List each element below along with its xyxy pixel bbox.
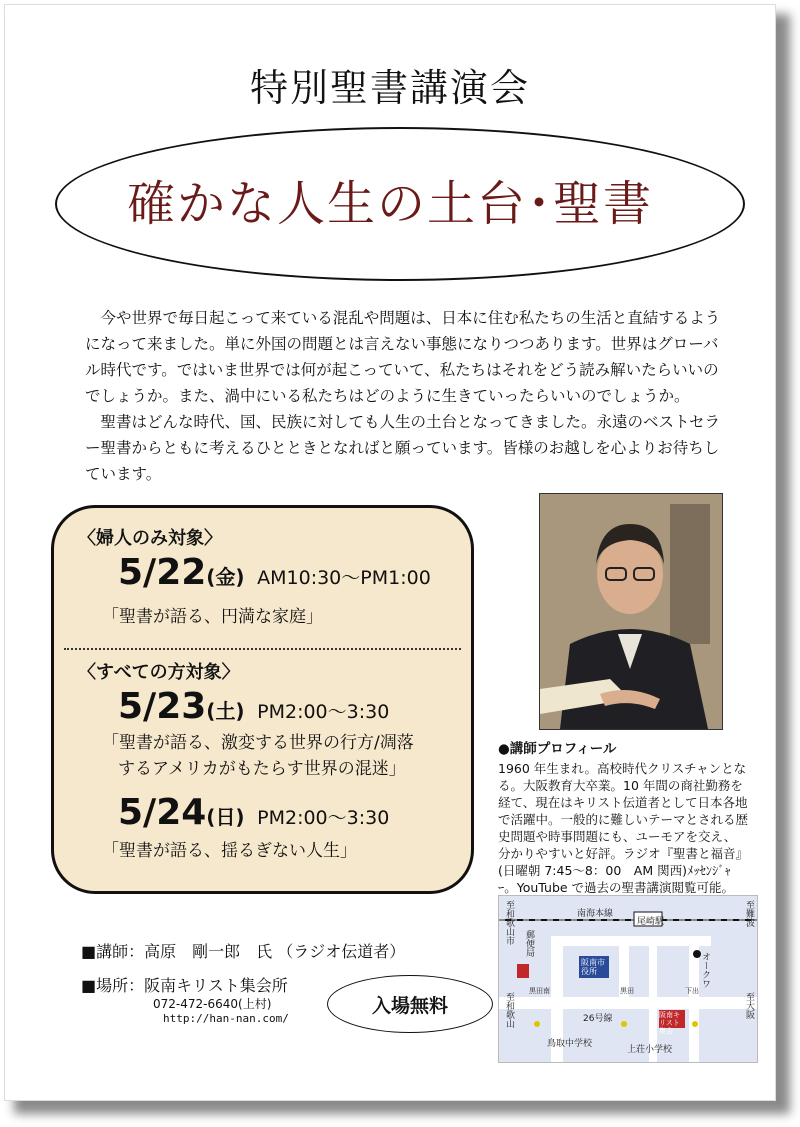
talk-title: 「聖書が語る、揺るぎない人生」 bbox=[102, 841, 357, 861]
venue-url[interactable]: http://han-nan.com/ bbox=[163, 1012, 289, 1025]
profile-heading: ●講師プロフィール bbox=[498, 741, 617, 757]
to-wakayama-city-label: 至和歌山市 bbox=[504, 900, 514, 945]
day-of-week: (金) bbox=[206, 565, 245, 589]
women-only-heading: 〈婦人のみ対象〉 bbox=[78, 528, 222, 549]
post-office-label: 郵便局 bbox=[524, 930, 534, 957]
signal-shimode: 下出 bbox=[685, 987, 699, 995]
divider bbox=[64, 648, 461, 650]
event-date-0523 bbox=[118, 686, 389, 727]
to-namba-label: 至難波 bbox=[744, 900, 754, 927]
time-range: PM2:00～3:30 bbox=[257, 701, 390, 723]
to-wakayama-label: 至和歌山 bbox=[504, 992, 514, 1028]
railway-label: 南海本線 bbox=[577, 909, 614, 919]
map-roads bbox=[499, 896, 757, 1062]
event-schedule-box bbox=[51, 505, 474, 894]
speaker-photo bbox=[539, 493, 723, 730]
event-type-title: 特別聖書講演会 bbox=[249, 66, 530, 110]
church-label: 阪南キリスト集会 bbox=[659, 1011, 680, 1035]
access-map bbox=[498, 895, 758, 1063]
flyer-page bbox=[4, 4, 776, 1101]
school-tottori-label: 鳥取中学校 bbox=[547, 1039, 593, 1049]
day-of-week: (土) bbox=[206, 699, 245, 723]
event-date-0524 bbox=[118, 792, 389, 833]
profile-text: 1960 年生まれ。高校時代クリスチャンとなる。大阪教育大卒業。10 年間の商社勤務を経て、現在はキリスト伝道者として日本各地で活躍中。一般的に難しいテーマとされる歴史問題や時事問題にも、ユーモアを交え、分かりやすいと好評。ラジオ『聖書と福音』(日曜朝 7:45～8：00 AM 関西)ﾒｯｾﾝｼﾞｬｰ。YouTube で過去の聖書講演閲覧可能。 bbox=[498, 761, 749, 895]
speaker-illustration bbox=[540, 494, 722, 729]
time-range: AM10:30～PM1:00 bbox=[257, 567, 431, 589]
event-date-0522 bbox=[118, 552, 431, 593]
station-label: 尾崎駅 bbox=[637, 917, 665, 927]
venue-phone: 072-472-6640(上村) bbox=[153, 997, 272, 1011]
route-26-label: 26号線 bbox=[583, 1014, 613, 1024]
date-value: 5/23 bbox=[118, 686, 207, 727]
talk-title-line2: するアメリカがもたらす世界の混迷」 bbox=[118, 759, 406, 779]
main-title: 確かな人生の土台･聖書 bbox=[126, 176, 653, 232]
school-kamisho-label: 上荘小学校 bbox=[627, 1045, 673, 1055]
intro-text bbox=[85, 305, 725, 487]
day-of-week: (日) bbox=[206, 805, 245, 829]
date-value: 5/24 bbox=[118, 792, 207, 833]
to-osaka-label: 至大阪 bbox=[744, 992, 754, 1019]
speaker-info: ■講師：高原 剛一郎 氏 （ラジオ伝道者） bbox=[81, 942, 406, 961]
city-office-label: 阪南市役所 bbox=[581, 958, 605, 976]
signal-kurodaminami: 黒田南 bbox=[529, 987, 550, 995]
signal-kuroda: 黒田 bbox=[620, 987, 634, 995]
free-admission-badge: 入場無料 bbox=[327, 975, 493, 1033]
talk-title: 「聖書が語る、円満な家庭」 bbox=[102, 607, 323, 627]
speaker-profile bbox=[498, 741, 748, 896]
okuwa-label: オークワ bbox=[700, 952, 710, 988]
date-value: 5/22 bbox=[118, 552, 207, 593]
time-range: PM2:00～3:30 bbox=[257, 807, 390, 829]
intro-paragraph-1: 今や世界で毎日起こって来ている混乱や問題は、日本に住む私たちの生活と直結するようになって来ました。単に外国の問題とは言えない事態になりつつあります。世界はグローバル時代です。ではいま世界では何が起こっていて、私たちはそれをどう読み解いたらいいのでしょうか。また、渦中にいる私たちはどのように生きていったらいいのでしょうか。 bbox=[85, 309, 721, 405]
intro-paragraph-2: 聖書はどんな時代、国、民族に対しても人生の土台となってきました。永遠のベストセラー聖書からともに考えるひとときとなればと願っています。皆様のお越しを心よりお待ちしています。 bbox=[85, 413, 721, 483]
venue-info: ■場所：阪南キリスト集会所 bbox=[81, 976, 288, 995]
all-audience-heading: 〈すべての方対象〉 bbox=[78, 662, 240, 683]
talk-title-line1: 「聖書が語る、激変する世界の行方/凋落 bbox=[102, 733, 414, 753]
